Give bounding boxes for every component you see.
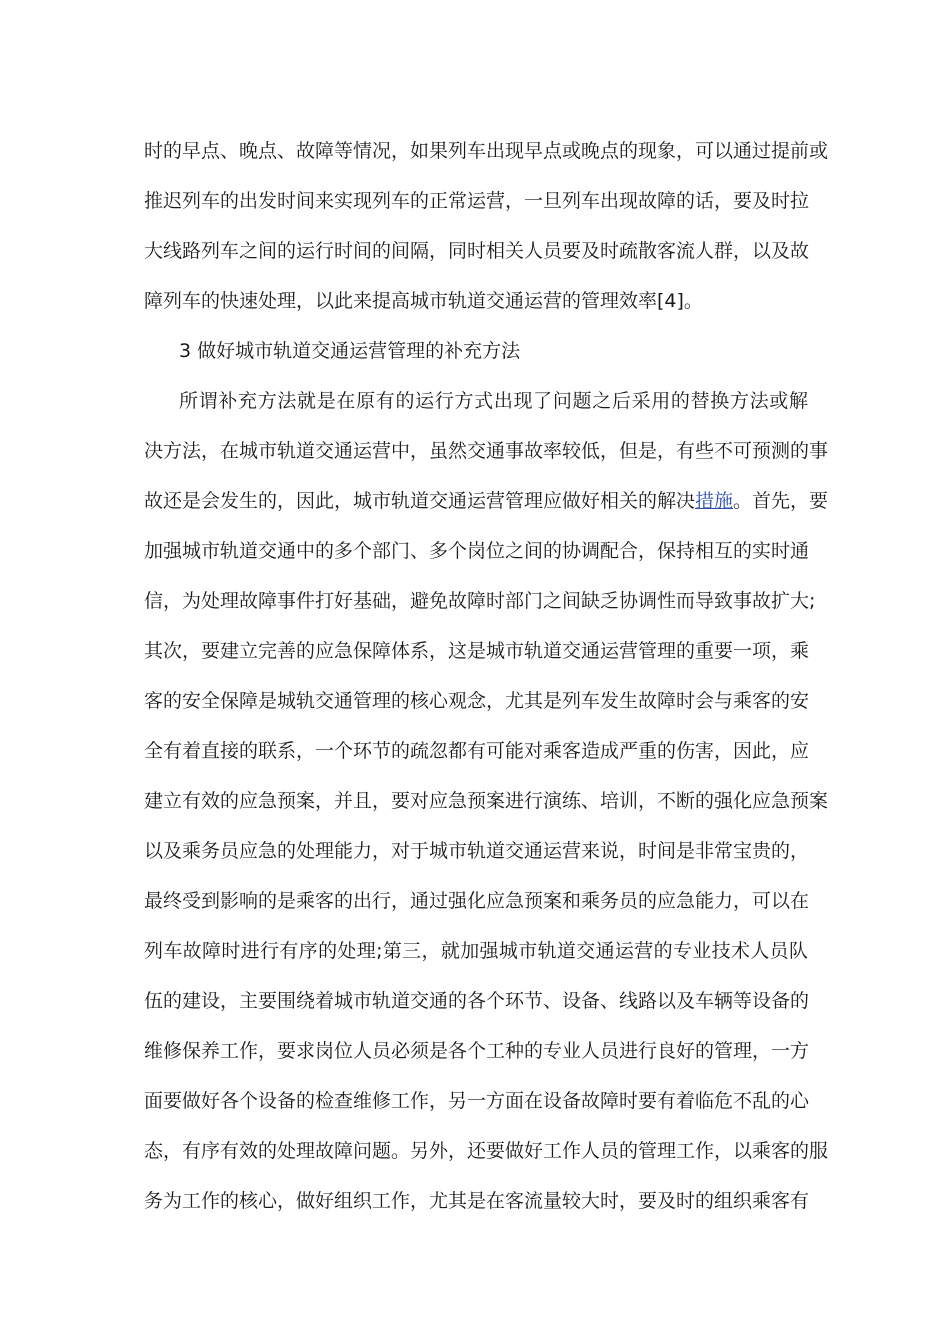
paragraph-line: 维修保养工作，要求岗位人员必须是各个工种的专业人员进行良好的管理，一方 [144, 1040, 810, 1062]
paragraph-line: 伍的建设，主要围绕着城市轨道交通的各个环节、设备、线路以及车辆等设备的 [144, 990, 810, 1012]
paragraph-line: 其次，要建立完善的应急保障体系，这是城市轨道交通运营管理的重要一项，乘 [144, 640, 810, 662]
paragraph-line: 建立有效的应急预案，并且，要对应急预案进行演练、培训，不断的强化应急预案 [144, 790, 829, 812]
paragraph-line: 态，有序有效的处理故障问题。另外，还要做好工作人员的管理工作，以乘客的服 [144, 1140, 829, 1162]
paragraph-line-text: 。首先，要 [733, 490, 829, 512]
paragraph-line: 信，为处理故障事件打好基础，避免故障时部门之间缺乏协调性而导致事故扩大; [144, 590, 816, 612]
paragraph-line: 全有着直接的联系，一个环节的疏忽都有可能对乘客造成严重的伤害，因此，应 [144, 740, 810, 762]
paragraph-line: 所谓补充方法就是在原有的运行方式出现了问题之后采用的替换方法或解 [179, 390, 808, 412]
paragraph-line: 面要做好各个设备的检查维修工作，另一方面在设备故障时要有着临危不乱的心 [144, 1090, 810, 1112]
paragraph-line: 时的早点、晚点、故障等情况，如果列车出现早点或晚点的现象，可以通过提前或 [144, 140, 829, 162]
paragraph-line: 加强城市轨道交通中的多个部门、多个岗位之间的协调配合，保持相互的实时通 [144, 540, 810, 562]
section-heading: 3 做好城市轨道交通运营管理的补充方法 [179, 340, 521, 362]
paragraph-line: 务为工作的核心，做好组织工作，尤其是在客流量较大时，要及时的组织乘客有 [144, 1190, 810, 1212]
paragraph-line: 客的安全保障是城轨交通管理的核心观念，尤其是列车发生故障时会与乘客的安 [144, 690, 810, 712]
paragraph-line-text: 故还是会发生的，因此，城市轨道交通运营管理应做好相关的解决 [144, 490, 696, 512]
measures-link[interactable]: 措施 [695, 490, 734, 512]
paragraph-line: 推迟列车的出发时间来实现列车的正常运营，一旦列车出现故障的话，要及时拉 [144, 190, 810, 212]
paragraph-line: 决方法，在城市轨道交通运营中，虽然交通事故率较低，但是，有些不可预测的事 [144, 440, 829, 462]
paragraph-line-with-link [144, 486, 829, 516]
paragraph-line: 以及乘务员应急的处理能力，对于城市轨道交通运营来说，时间是非常宝贵的， [144, 840, 810, 862]
paragraph-line: 最终受到影响的是乘客的出行，通过强化应急预案和乘务员的应急能力，可以在 [144, 890, 810, 912]
paragraph-line: 列车故障时进行有序的处理;第三，就加强城市轨道交通运营的专业技术人员队 [144, 940, 808, 962]
paragraph-line: 障列车的快速处理，以此来提高城市轨道交通运营的管理效率[4]。 [144, 290, 703, 312]
paragraph-line: 大线路列车之间的运行时间的间隔，同时相关人员要及时疏散客流人群，以及故 [144, 240, 810, 262]
